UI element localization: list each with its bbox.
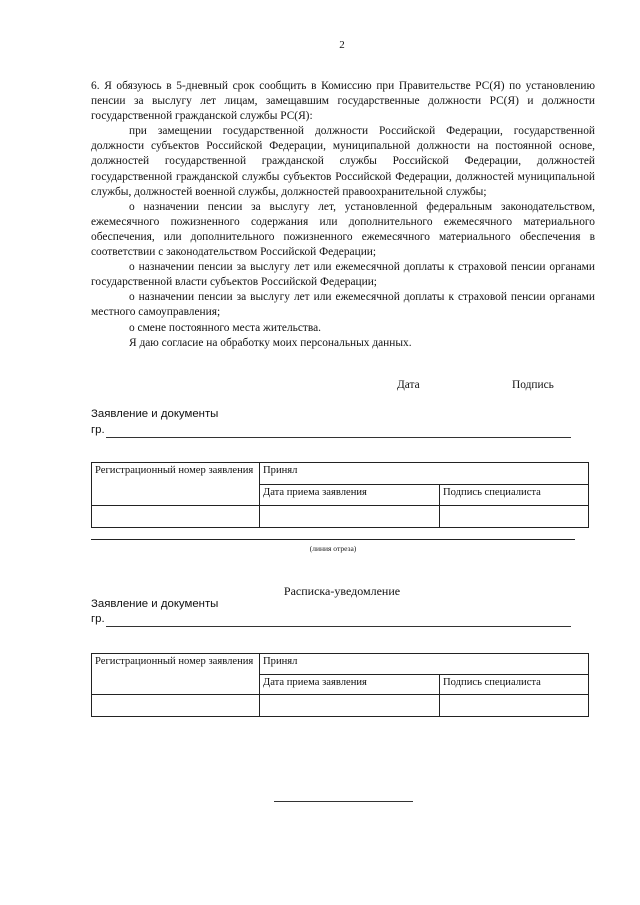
citizen-label-2: гр. bbox=[91, 613, 105, 625]
date-label: Дата bbox=[397, 379, 420, 391]
date-received-header-2: Дата приема заявления bbox=[260, 675, 440, 695]
accepted-header-2: Принял bbox=[260, 654, 589, 675]
reg-number-header: Регистрационный номер заявления bbox=[92, 463, 260, 506]
specialist-signature-cell[interactable] bbox=[440, 506, 589, 528]
citizen-name-field-2[interactable] bbox=[106, 626, 571, 627]
citizen-label: гр. bbox=[91, 424, 105, 436]
date-received-cell[interactable] bbox=[260, 506, 440, 528]
obligations-text bbox=[91, 79, 595, 351]
docs-label-2: Заявление и документы bbox=[91, 598, 219, 610]
paragraph-residence-change: о смене постоянного места жительства. bbox=[129, 321, 322, 334]
reg-number-cell[interactable] bbox=[92, 506, 260, 528]
specialist-signature-cell-2[interactable] bbox=[440, 695, 589, 717]
footer-separator-line bbox=[274, 801, 413, 802]
date-received-cell-2[interactable] bbox=[260, 695, 440, 717]
receipt-notice-title: Расписка-уведомление bbox=[283, 584, 401, 598]
accepted-header: Принял bbox=[260, 463, 589, 485]
specialist-signature-header: Подпись специалиста bbox=[440, 485, 589, 506]
paragraph-public-office: при замещении государственной должности Российской Федерации, государственной должности субъектов Российской Федерации, муниципальной должности на постоянной основе, должностей государственной гражданской службы Российской Федерации, должностей государственной гражданской службы субъектов Российской Федерации, должностей муниципальной службы, должностей военной службы, должностей правоохранительной службы; bbox=[91, 125, 595, 198]
citizen-name-field[interactable] bbox=[106, 437, 571, 438]
specialist-signature-header-2: Подпись специалиста bbox=[440, 675, 589, 695]
cut-line bbox=[91, 539, 575, 540]
docs-label: Заявление и документы bbox=[91, 408, 219, 420]
paragraph-regional-pension: о назначении пенсии за выслугу лет или ежемесячной доплаты к страховой пенсии органами государственной власти субъектов Российской Федерации; bbox=[91, 261, 595, 289]
registration-table-2 bbox=[91, 653, 589, 717]
reg-number-cell-2[interactable] bbox=[92, 695, 260, 717]
reg-number-header-2: Регистрационный номер заявления bbox=[92, 654, 260, 695]
date-received-header: Дата приема заявления bbox=[260, 485, 440, 506]
registration-table bbox=[91, 462, 589, 528]
signature-label: Подпись bbox=[512, 379, 554, 391]
paragraph-municipal-pension: о назначении пенсии за выслугу лет или ежемесячной доплаты к страховой пенсии органами местного самоуправления; bbox=[91, 291, 595, 319]
paragraph-consent: Я даю согласие на обработку моих персональных данных. bbox=[129, 336, 412, 349]
page-number: 2 bbox=[339, 39, 345, 51]
cut-line-label: (линия отреза) bbox=[309, 544, 357, 553]
paragraph-item-6: 6. Я обязуюсь в 5-дневный срок сообщить в Комиссию при Правительстве РС(Я) по установлению пенсии за выслугу лет лицам, замещавшим государственные должности РС(Я) и должности государственной гражданской службы РС(Я): bbox=[91, 80, 595, 123]
paragraph-federal-pension: о назначении пенсии за выслугу лет, установленной федеральным законодательством, ежемесячного пожизненного содержания или дополнительного ежемесячного материального обеспечения, или дополнительного пожизненного ежемесячного материального обеспечения в соответствии с законодательством Российской Федерации; bbox=[91, 200, 595, 259]
